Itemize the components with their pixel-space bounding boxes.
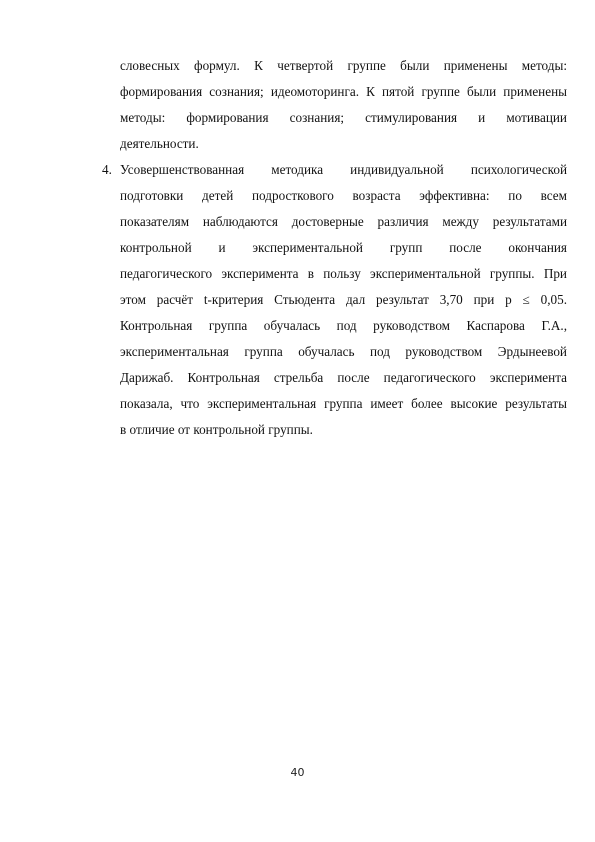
text-line: формирования сознания; идеомоторинга. К пятой группе были применены: [120, 84, 567, 99]
text-line: методы: формирования сознания; стимулирования и мотивации: [120, 110, 567, 125]
text-line: подготовки детей подросткового возраста эффективна: по всем: [120, 188, 567, 203]
text-line: Усовершенствованная методика индивидуальной психологической: [120, 162, 567, 177]
text-line: показателям наблюдаются достоверные различия между результатами: [120, 214, 567, 229]
page-number: 40: [290, 766, 305, 779]
text-line: педагогического эксперимента в пользу экспериментальной группы. При: [120, 266, 567, 281]
text-line: показала, что экспериментальная группа имеет более высокие результаты: [120, 396, 567, 411]
text-line: словесных формул. К четвертой группе были применены методы:: [120, 58, 567, 73]
list-item-marker: 4.: [102, 162, 112, 177]
text-line: деятельности.: [120, 136, 199, 151]
text-line: в отличие от контрольной группы.: [120, 422, 313, 437]
text-line: Контрольная группа обучалась под руководством Каспарова Г.А.,: [120, 318, 567, 333]
text-line: этом расчёт t-критерия Стьюдента дал результат 3,70 при p ≤ 0,05.: [120, 292, 567, 307]
text-line: контрольной и экспериментальной групп после окончания: [120, 240, 567, 255]
text-line: Дарижаб. Контрольная стрельба после педагогического эксперимента: [120, 370, 567, 385]
text-line: экспериментальная группа обучалась под руководством Эрдынеевой: [120, 344, 567, 359]
